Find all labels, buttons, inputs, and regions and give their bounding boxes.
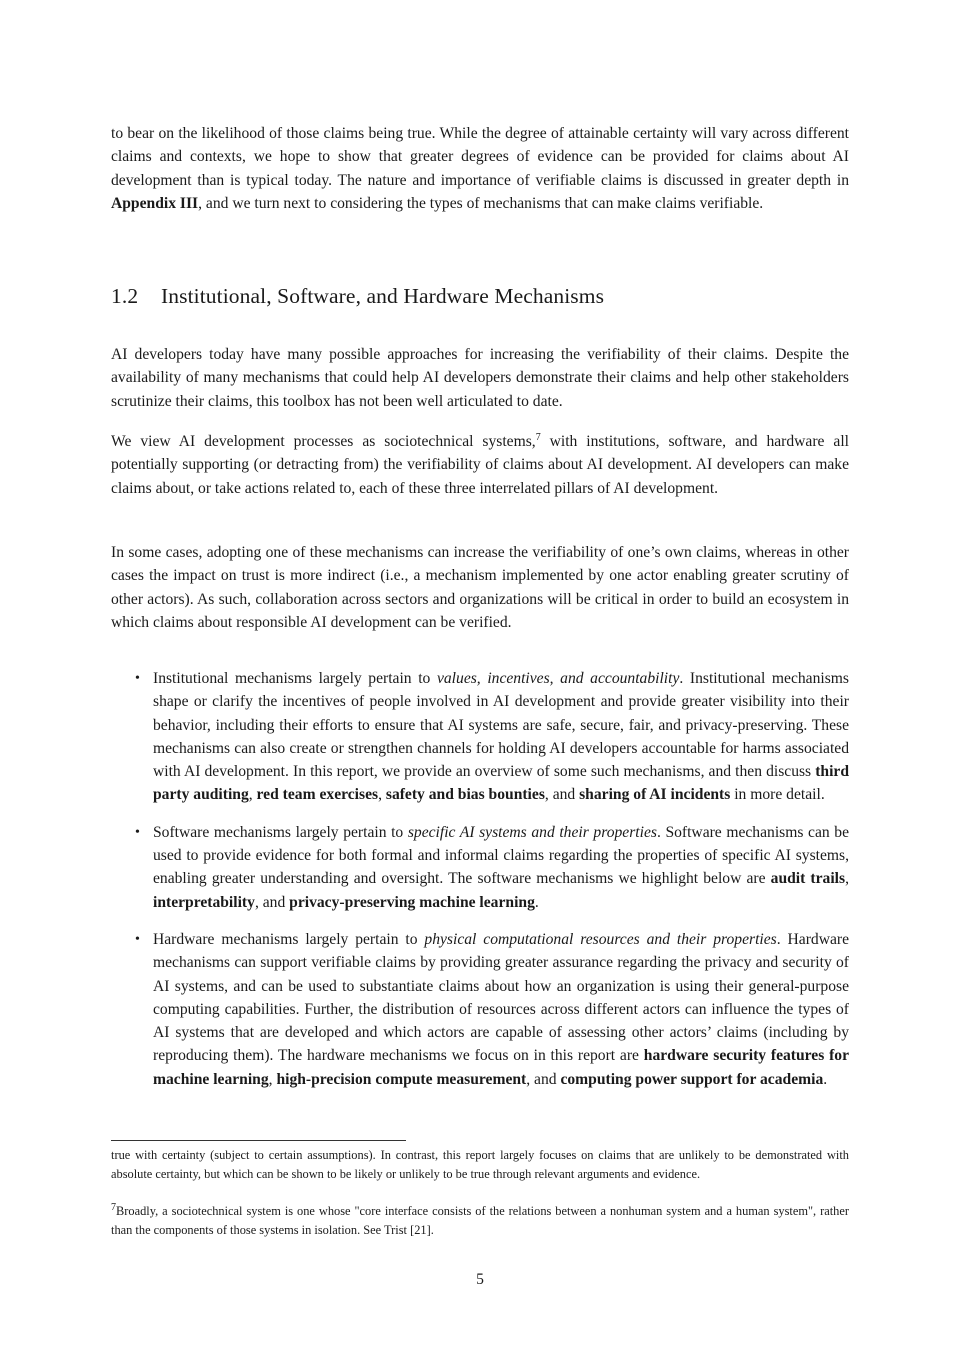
page-number: 5 — [476, 1271, 484, 1288]
mechanism-name: computing power support for academia — [560, 1070, 824, 1088]
mechanism-name: interpretability — [153, 893, 255, 911]
text-run: , and we turn next to considering the types of mechanisms that can make claims verifiable. — [198, 194, 764, 212]
footnote-continuation: true with certainty (subject to certain assumptions). In contrast, this report largely focuses on claims that are unlikely to be demonstrated with absolute certainty, but which can be shown to be likely or unlikely to be true through relevant arguments and evidence. — [111, 1148, 849, 1181]
text-run: Hardware mechanisms largely pertain to — [153, 930, 425, 948]
mechanisms-list — [111, 667, 849, 1091]
emphasis: physical computational resources and their properties — [424, 930, 777, 948]
text-run: in more detail. — [730, 786, 825, 804]
mechanism-name: high-precision compute measurement — [276, 1070, 527, 1088]
emphasis: specific AI systems and their properties — [407, 823, 657, 841]
separator: , — [845, 870, 849, 888]
paragraph-approaches: AI developers today have many possible approaches for increasing the verifiability of their claims. Despite the availability of many mechanisms that could help AI developers demonstrate their claims and help other stakeholders scrutinize their claims, this toolbox has not been well articulated to date. — [111, 346, 849, 410]
footnote-7-text: Broadly, a sociotechnical system is one whose "core interface consists of the relations between a nonhuman system and a human system", rather than the components of those systems in isolation. See Trist [21]. — [111, 1204, 849, 1237]
text-run: . Hardware mechanisms can support verifiable claims by providing greater assurance regarding the privacy and security of AI systems, and can be used to substantiate claims about how an organization is using their general-purpose computing capabilities. Further, the distribution of resources across different actors can influence the types of AI systems that are developed and which actors are capable of assessing other actors’ claims (including by reproducing them). The hardware mechanisms we focus on in this report are — [153, 930, 850, 1065]
section-title: Institutional, Software, and Hardware Mechanisms — [161, 284, 605, 308]
text-run: . Software mechanisms can be used to provide evidence for both formal and informal claims regarding the properties of specific AI systems, enabling greater understanding and oversight. The software mechanisms we highlight below are — [153, 823, 849, 888]
text-run: We view AI development processes as sociotechnical systems, — [111, 433, 536, 450]
emphasis: values, incentives, and accountability — [436, 670, 680, 687]
separator: , — [248, 786, 257, 804]
paragraph-collaboration: In some cases, adopting one of these mechanisms can increase the verifiability of one’s own claims, whereas in other cases the impact on trust is more indirect (i.e., a mechanism implemented by one actor enabling greater scrutiny of other actors). As such, collaboration across sectors and organizations will be critical in order to build an ecosystem in which claims about responsible AI development can be verified. — [111, 544, 849, 631]
text-run: Institutional mechanisms largely pertain to — [153, 670, 437, 687]
footnote-divider — [111, 1140, 406, 1141]
separator: , — [378, 786, 386, 804]
text-run: to bear on the likelihood of those claims being true. While the degree of attainable certainty will vary across different claims and contexts, we hope to show that greater degrees of evidence can be provided for claims about AI development than is typical today. The nature and importance of verifiable claims is discussed in greater depth in — [111, 125, 849, 189]
separator: , and — [544, 786, 580, 804]
mechanism-name: audit trails — [770, 870, 846, 888]
mechanism-name: sharing of AI incidents — [579, 786, 731, 804]
text-run: . — [534, 893, 539, 911]
separator: , and — [526, 1070, 561, 1088]
mechanism-name: safety and bias bounties — [385, 786, 545, 804]
text-run: . Institutional mechanisms shape or clarify the incentives of people involved in AI development and provide greater visibility into their behavior, including their efforts to ensure that AI systems are safe, secure, fair, and privacy-preserving. These mechanisms can also create or strengthen channels for holding AI developers accountable for harms associated with AI development. In this report, we provide an overview of some such mechanisms, and then discuss — [153, 670, 849, 781]
text-run: with institutions, software, and hardware all potentially supporting (or detracting from) the verifiability of claims about AI development. AI developers can make claims about, or take actions related to, each of these three interrelated pillars of AI development. — [111, 433, 849, 497]
mechanism-name: third party auditing — [153, 763, 849, 804]
section-heading — [111, 284, 604, 309]
list-item-institutional — [111, 667, 849, 807]
mechanism-name: hardware security features for machine learning — [153, 1047, 849, 1088]
section-number: 1.2 — [111, 284, 139, 308]
mechanism-name: red team exercises — [256, 786, 379, 804]
bullet-icon: • — [135, 671, 140, 686]
footnote-7-marker: 7 — [111, 1201, 116, 1213]
appendix-reference: Appendix III — [111, 194, 199, 212]
footnote-marker-7[interactable]: 7 — [535, 431, 541, 443]
separator: , — [268, 1070, 277, 1088]
text-run: Software mechanisms largely pertain to — [153, 823, 408, 841]
bullet-icon: • — [135, 931, 140, 947]
text-run: . — [823, 1070, 828, 1088]
bullet-icon: • — [135, 824, 140, 840]
footnote-7 — [111, 1202, 849, 1239]
list-item-software — [111, 821, 849, 914]
mechanism-name: privacy-preserving machine learning — [289, 893, 535, 911]
separator: , and — [254, 893, 290, 911]
list-item-hardware — [111, 928, 849, 1091]
paragraph-intro-continuation — [111, 122, 849, 215]
paragraph-sociotechnical — [111, 430, 849, 500]
